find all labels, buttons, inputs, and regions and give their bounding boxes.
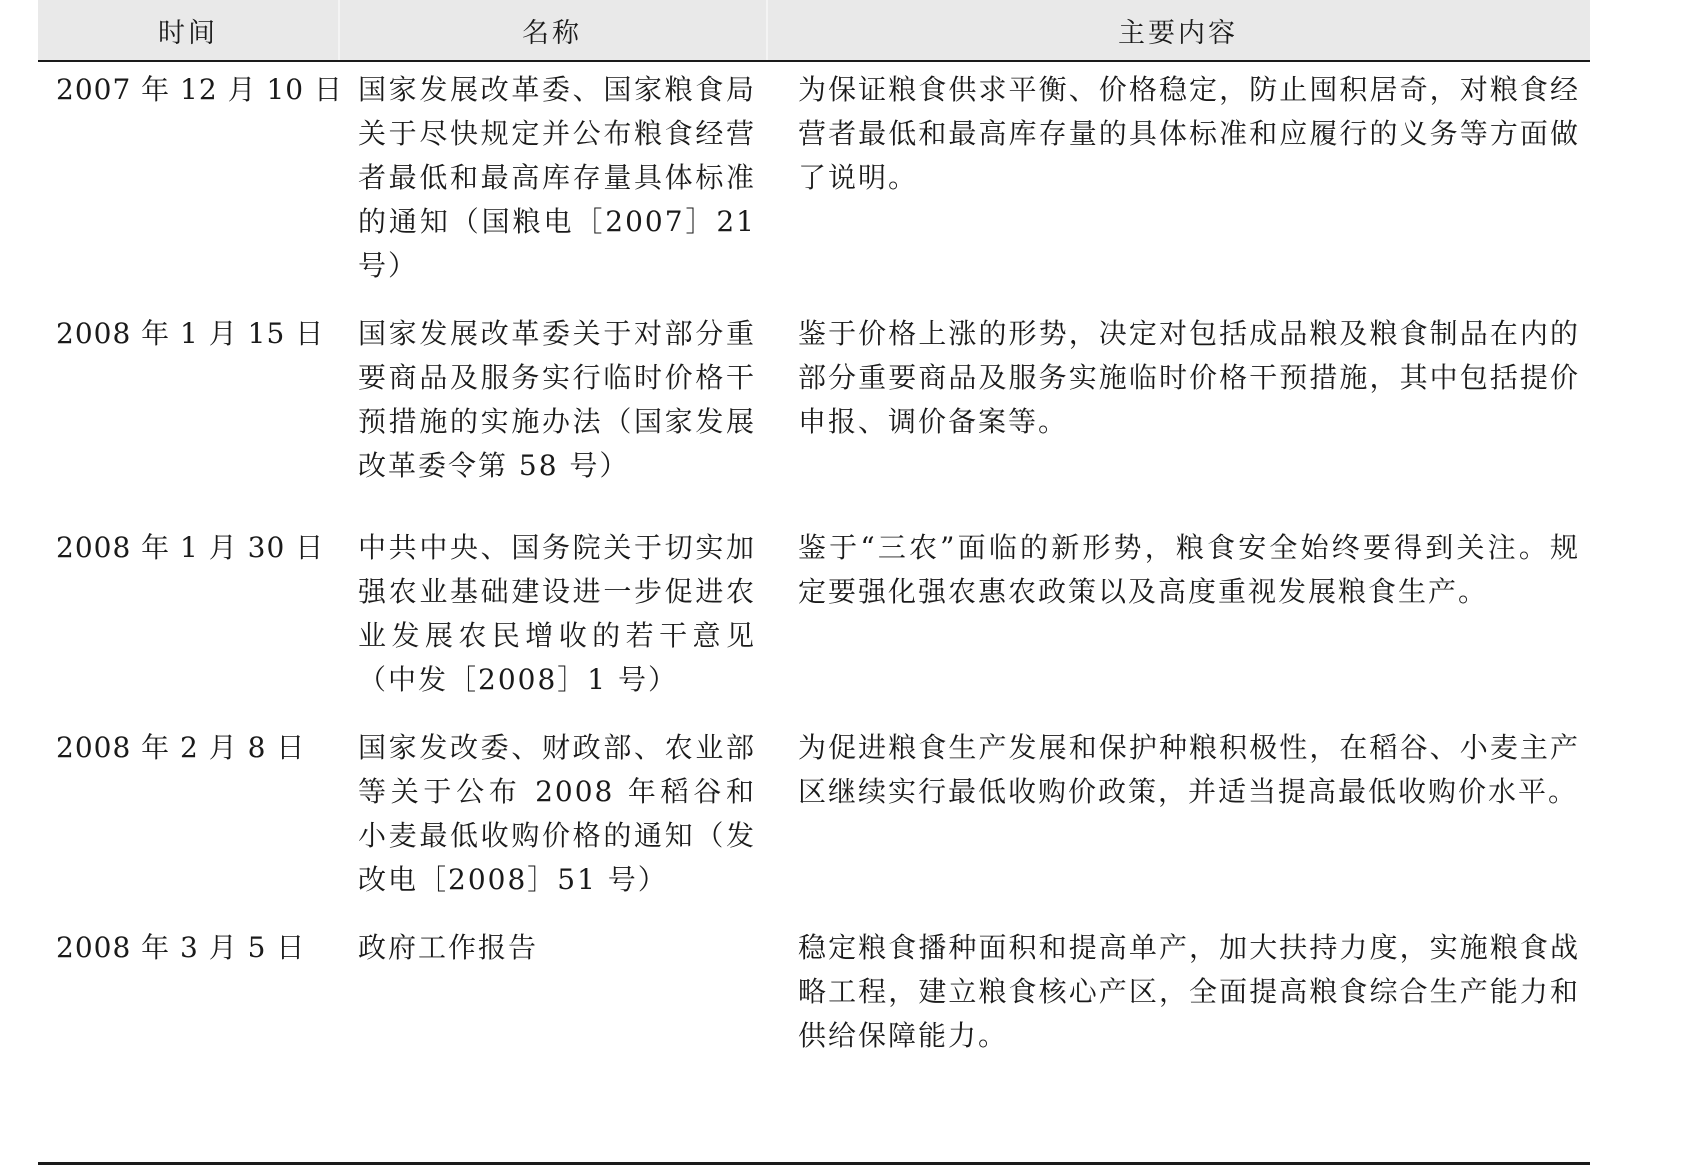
row-content: 鉴于“三农”面临的新形势，粮食安全始终要得到关注。规定要强化强农惠农政策以及高度重视发展粮食生产。 bbox=[798, 531, 1580, 608]
header-divider bbox=[338, 0, 340, 60]
row-name: 国家发展改革委关于对部分重要商品及服务实行临时价格干预措施的实施办法（国家发展改革委令第 58 号） bbox=[358, 317, 756, 482]
table-row bbox=[38, 312, 1590, 488]
row-time: 2008 年 3 月 5 日 bbox=[56, 931, 306, 964]
row-time: 2008 年 2 月 8 日 bbox=[56, 731, 306, 764]
table-row bbox=[38, 926, 1590, 1058]
table-row bbox=[38, 726, 1590, 902]
row-time: 2008 年 1 月 30 日 bbox=[56, 531, 325, 564]
row-content: 为促进粮食生产发展和保护种粮积极性，在稻谷、小麦主产区继续实行最低收购价政策，并适当提高最低收购价水平。 bbox=[798, 731, 1580, 808]
row-time: 2008 年 1 月 15 日 bbox=[56, 317, 325, 350]
header-time: 时间 bbox=[158, 17, 218, 49]
row-content: 为保证粮食供求平衡、价格稳定，防止囤积居奇，对粮食经营者最低和最高库存量的具体标准和应履行的义务等方面做了说明。 bbox=[798, 73, 1580, 194]
row-name: 中共中央、国务院关于切实加强农业基础建设进一步促进农业发展农民增收的若干意见（中发［2008］1 号） bbox=[358, 531, 756, 696]
row-name: 国家发改委、财政部、农业部等关于公布 2008 年稻谷和小麦最低收购价格的通知（发改电［2008］51 号） bbox=[358, 731, 756, 896]
row-content: 稳定粮食播种面积和提高单产，加大扶持力度，实施粮食战略工程，建立粮食核心产区，全面提高粮食综合生产能力和供给保障能力。 bbox=[798, 931, 1580, 1052]
header-content: 主要内容 bbox=[1118, 17, 1238, 49]
row-content: 鉴于价格上涨的形势，决定对包括成品粮及粮食制品在内的部分重要商品及服务实施临时价格干预措施，其中包括提价申报、调价备案等。 bbox=[798, 317, 1580, 438]
table-row bbox=[38, 526, 1590, 702]
table-row bbox=[38, 68, 1590, 288]
policy-table bbox=[38, 0, 1590, 1052]
row-name: 政府工作报告 bbox=[358, 931, 539, 964]
header-divider bbox=[766, 0, 768, 60]
table-bottom-rule bbox=[38, 1162, 1590, 1165]
header-name: 名称 bbox=[522, 17, 582, 49]
row-name: 国家发展改革委、国家粮食局关于尽快规定并公布粮食经营者最低和最高库存量具体标准的通知（国粮电［2007］21 号） bbox=[358, 73, 756, 282]
table-header bbox=[38, 0, 1590, 62]
row-time: 2007 年 12 月 10 日 bbox=[56, 73, 344, 106]
